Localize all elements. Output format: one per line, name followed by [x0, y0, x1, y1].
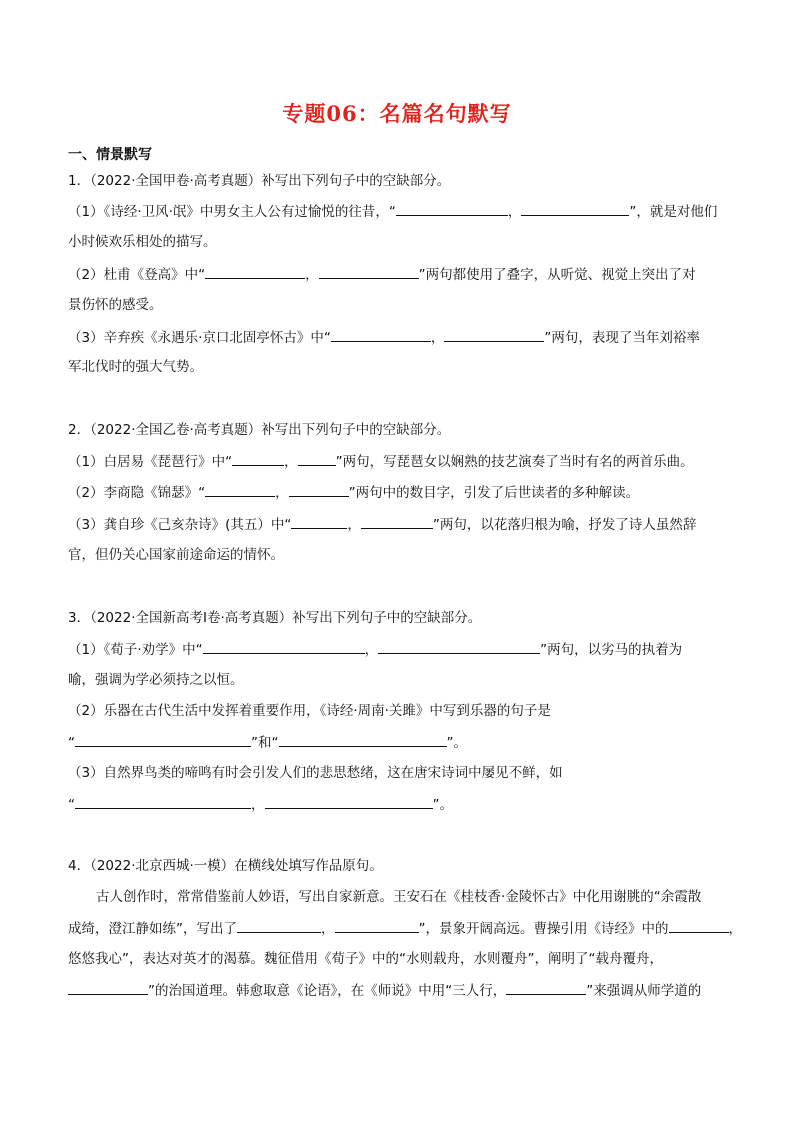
question-2-line-3 [68, 515, 696, 534]
question-4-line-3: 悠悠我心”，表达对英才的渴慕。魏征借用《荀子》中的“水则载舟，水则覆舟”，阐明了“载舟覆舟， [68, 951, 663, 967]
answer-blank[interactable] [298, 452, 336, 466]
text-segment: ”。 [446, 735, 467, 751]
question-3-line-1 [68, 640, 682, 659]
text-segment: ， [321, 921, 335, 937]
answer-blank[interactable] [444, 328, 544, 342]
answer-blank[interactable] [291, 515, 347, 529]
section-heading: 一、情景默写 [68, 147, 152, 163]
page-title: 专题06：名篇名句默写 [282, 101, 512, 126]
question-2-header: 2．（2022·全国乙卷·高考真题）补写出下列句子中的空缺部分。 [68, 422, 451, 438]
answer-blank[interactable] [265, 795, 433, 809]
answer-blank[interactable] [205, 483, 275, 497]
question-3-header: 3．（2022·全国新高考I卷·高考真题）补写出下列句子中的空缺部分。 [68, 610, 482, 626]
question-2-line-2 [68, 483, 639, 502]
text-segment: “ [68, 735, 75, 751]
text-segment: ， [347, 517, 361, 533]
question-4-line-2 [68, 919, 742, 938]
text-segment: （1）《荀子·劝学》中“ [68, 642, 203, 658]
question-1-line-6: 军北伐时的强大气势。 [68, 359, 203, 375]
answer-blank[interactable] [669, 919, 729, 933]
text-segment: ”两句，以劣马的执着为 [540, 642, 683, 658]
answer-blank[interactable] [205, 265, 305, 279]
question-2-line-1 [68, 452, 694, 471]
text-segment: 成绮，澄江静如练”，写出了 [68, 921, 237, 937]
text-segment: ， [251, 797, 265, 813]
text-segment: ”的治国道理。韩愈取意《论语》，在《师说》中用“三人行， [148, 983, 507, 999]
answer-blank[interactable] [331, 328, 431, 342]
text-segment: ”，就是对他们 [629, 204, 718, 220]
text-segment: ， [275, 485, 289, 501]
text-segment: ”。 [432, 797, 453, 813]
question-3-line-2: 喻，强调为学必须持之以恒。 [68, 672, 244, 688]
text-segment: （2）李商隐《锦瑟》“ [68, 485, 206, 501]
question-4-line-1: 古人创作时，常常借鉴前人妙语，写出自家新意。王安石在《桂枝香·金陵怀古》中化用谢朓的“余霞散 [96, 889, 702, 905]
text-segment: ， [507, 204, 522, 220]
answer-blank[interactable] [378, 640, 540, 654]
answer-blank[interactable] [237, 919, 321, 933]
question-1-line-1 [68, 202, 717, 221]
answer-blank[interactable] [506, 981, 586, 995]
question-1-header: 1．（2022·全国甲卷·高考真题）补写出下列句子中的空缺部分。 [68, 173, 451, 189]
text-segment: （3）辛弃疾《永遇乐·京口北固亭怀古》中“ [68, 330, 331, 346]
answer-blank[interactable] [521, 202, 629, 216]
answer-blank[interactable] [289, 483, 349, 497]
text-segment: ”两句，写琵琶女以娴熟的技艺演奏了当时有名的两首乐曲。 [335, 454, 694, 470]
question-3-line-3: （2）乐器在古代生活中发挥着重要作用，《诗经·周南·关雎》中写到乐器的句子是 [68, 703, 551, 719]
question-4-header: 4．（2022·北京西城·一模）在横线处填写作品原句。 [68, 858, 383, 874]
text-segment: ”，景象开阔高远。曹操引用《诗经》中的 [418, 921, 669, 937]
answer-blank[interactable] [232, 452, 284, 466]
text-segment: ”来强调从师学道的 [586, 983, 702, 999]
answer-blank[interactable] [203, 640, 365, 654]
answer-blank[interactable] [75, 733, 251, 747]
text-segment: （2）杜甫《登高》中“ [68, 267, 206, 283]
question-2-line-4: 官，但仍关心国家前途命运的情怀。 [68, 547, 284, 563]
answer-blank[interactable] [396, 202, 508, 216]
text-segment: （3）龚自珍《己亥杂诗》(其五）中“ [68, 517, 292, 533]
text-segment: ， [728, 921, 742, 937]
question-1-line-4: 景伤怀的感受。 [68, 297, 163, 313]
text-segment: ”两句中的数目字，引发了后世读者的多种解读。 [348, 485, 640, 501]
question-3-line-5: （3）自然界鸟类的啼鸣有时会引发人们的悲思愁绪，这在唐宋诗词中屡见不鲜，如 [68, 765, 563, 781]
text-segment: （1）《诗经·卫风·氓》中男女主人公有过愉悦的往昔，“ [68, 204, 396, 220]
answer-blank[interactable] [68, 981, 148, 995]
text-segment: （1）白居易《琵琶行》中“ [68, 454, 233, 470]
answer-blank[interactable] [361, 515, 433, 529]
question-1-line-3 [68, 265, 696, 284]
question-3-line-6 [68, 795, 453, 814]
question-3-line-4 [68, 733, 467, 752]
text-segment: ， [305, 267, 319, 283]
text-segment: ”两句，表现了当年刘裕率 [544, 330, 700, 346]
question-4-line-4 [68, 981, 701, 1000]
text-segment: ”两句都使用了叠字，从听觉、视觉上突出了对 [418, 267, 696, 283]
answer-blank[interactable] [319, 265, 419, 279]
answer-blank[interactable] [335, 919, 419, 933]
question-1-line-2: 小时候欢乐相处的描写。 [68, 234, 217, 250]
question-1-line-5 [68, 328, 700, 347]
text-segment: ”两句，以花落归根为喻，抒发了诗人虽然辞 [432, 517, 697, 533]
text-segment: ”和“ [251, 735, 279, 751]
text-segment: “ [68, 797, 75, 813]
text-segment: ， [364, 642, 379, 658]
answer-blank[interactable] [279, 733, 447, 747]
answer-blank[interactable] [75, 795, 251, 809]
text-segment: ， [430, 330, 445, 346]
text-segment: ， [284, 454, 298, 470]
